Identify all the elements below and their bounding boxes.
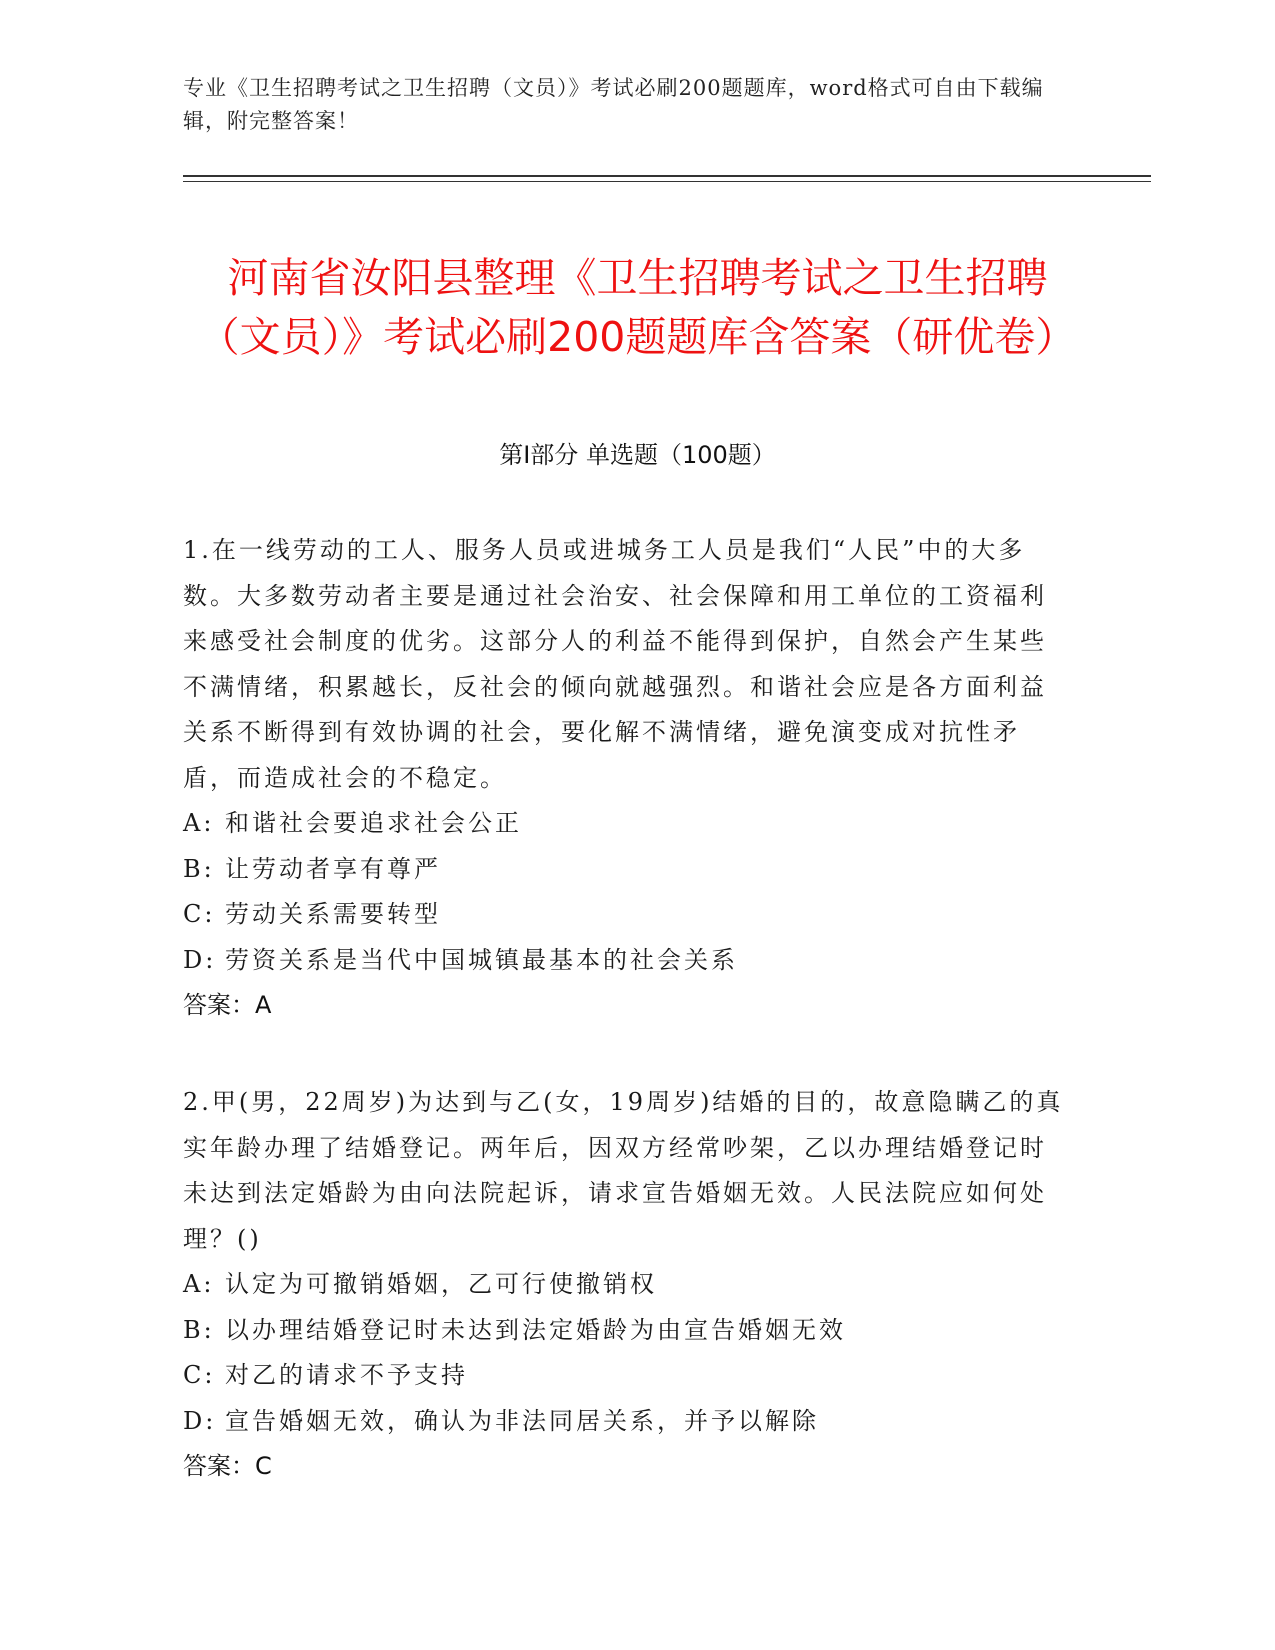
option-d (183, 938, 1073, 984)
question-stem: 1.在一线劳动的工人、服务人员或进城务工人员是我们“人民”中的大多数。大多数劳动者主要是通过社会治安、社会保障和用工单位的工资福利来感受社会制度的优劣。这部分人的利益不能得到保护，自然会产生某些不满情绪，积累越长，反社会的倾向就越强烈。和谐社会应是各方面利益关系不断得到有效协调的社会，要化解不满情绪，避免演变成对抗性矛盾，而造成社会的不稳定。 (183, 536, 1047, 792)
header-divider (183, 175, 1151, 177)
option-key: C: (183, 900, 216, 928)
option-b (183, 1308, 1073, 1354)
option-key: D: (183, 945, 217, 974)
option-key: B: (183, 1315, 215, 1344)
option-key: B: (183, 854, 215, 883)
option-text: 以办理结婚登记时未达到法定婚龄为由宣告婚姻无效 (225, 1315, 846, 1344)
answer-line: 答案：A (183, 991, 272, 1019)
option-d (183, 1399, 1073, 1445)
section-heading: 第Ⅰ部分 单选题（100题） (499, 441, 776, 469)
option-text: 对乙的请求不予支持 (225, 1361, 468, 1389)
option-a (183, 801, 1073, 847)
option-a (183, 1262, 1073, 1308)
question-stem: 2.甲(男，22周岁)为达到与乙(女，19周岁)结婚的目的，故意隐瞒乙的真实年龄办理了结婚登记。两年后，因双方经常吵架，乙以办理结婚登记时未达到法定婚龄为由向法院起诉，请求宣告婚姻无效。人民法院应如何处理？() (183, 1088, 1064, 1253)
option-key: A: (183, 809, 215, 837)
option-text: 宣告婚姻无效，确认为非法同居关系，并予以解除 (225, 1406, 819, 1435)
option-text: 劳资关系是当代中国城镇最基本的社会关系 (225, 945, 738, 974)
option-key: D: (183, 1406, 217, 1435)
question-2 (183, 1080, 1073, 1490)
option-key: A: (183, 1270, 215, 1298)
option-c (183, 892, 1073, 938)
option-text: 让劳动者享有尊严 (225, 854, 441, 883)
header-divider-thin (183, 181, 1151, 182)
option-key: C: (183, 1361, 216, 1389)
option-b (183, 847, 1073, 893)
document-title: 河南省汝阳县整理《卫生招聘考试之卫生招聘（文员）》考试必刷200题题库含答案（研优卷） (198, 254, 1077, 362)
header-note: 专业《卫生招聘考试之卫生招聘（文员）》考试必刷200题题库，word格式可自由下载编辑，附完整答案！ (183, 76, 1044, 133)
option-text: 和谐社会要追求社会公正 (225, 809, 522, 837)
question-1 (183, 528, 1073, 1029)
option-c (183, 1353, 1073, 1399)
answer-line: 答案：C (183, 1452, 272, 1480)
option-text: 劳动关系需要转型 (225, 900, 441, 928)
option-text: 认定为可撤销婚姻，乙可行使撤销权 (225, 1270, 657, 1298)
